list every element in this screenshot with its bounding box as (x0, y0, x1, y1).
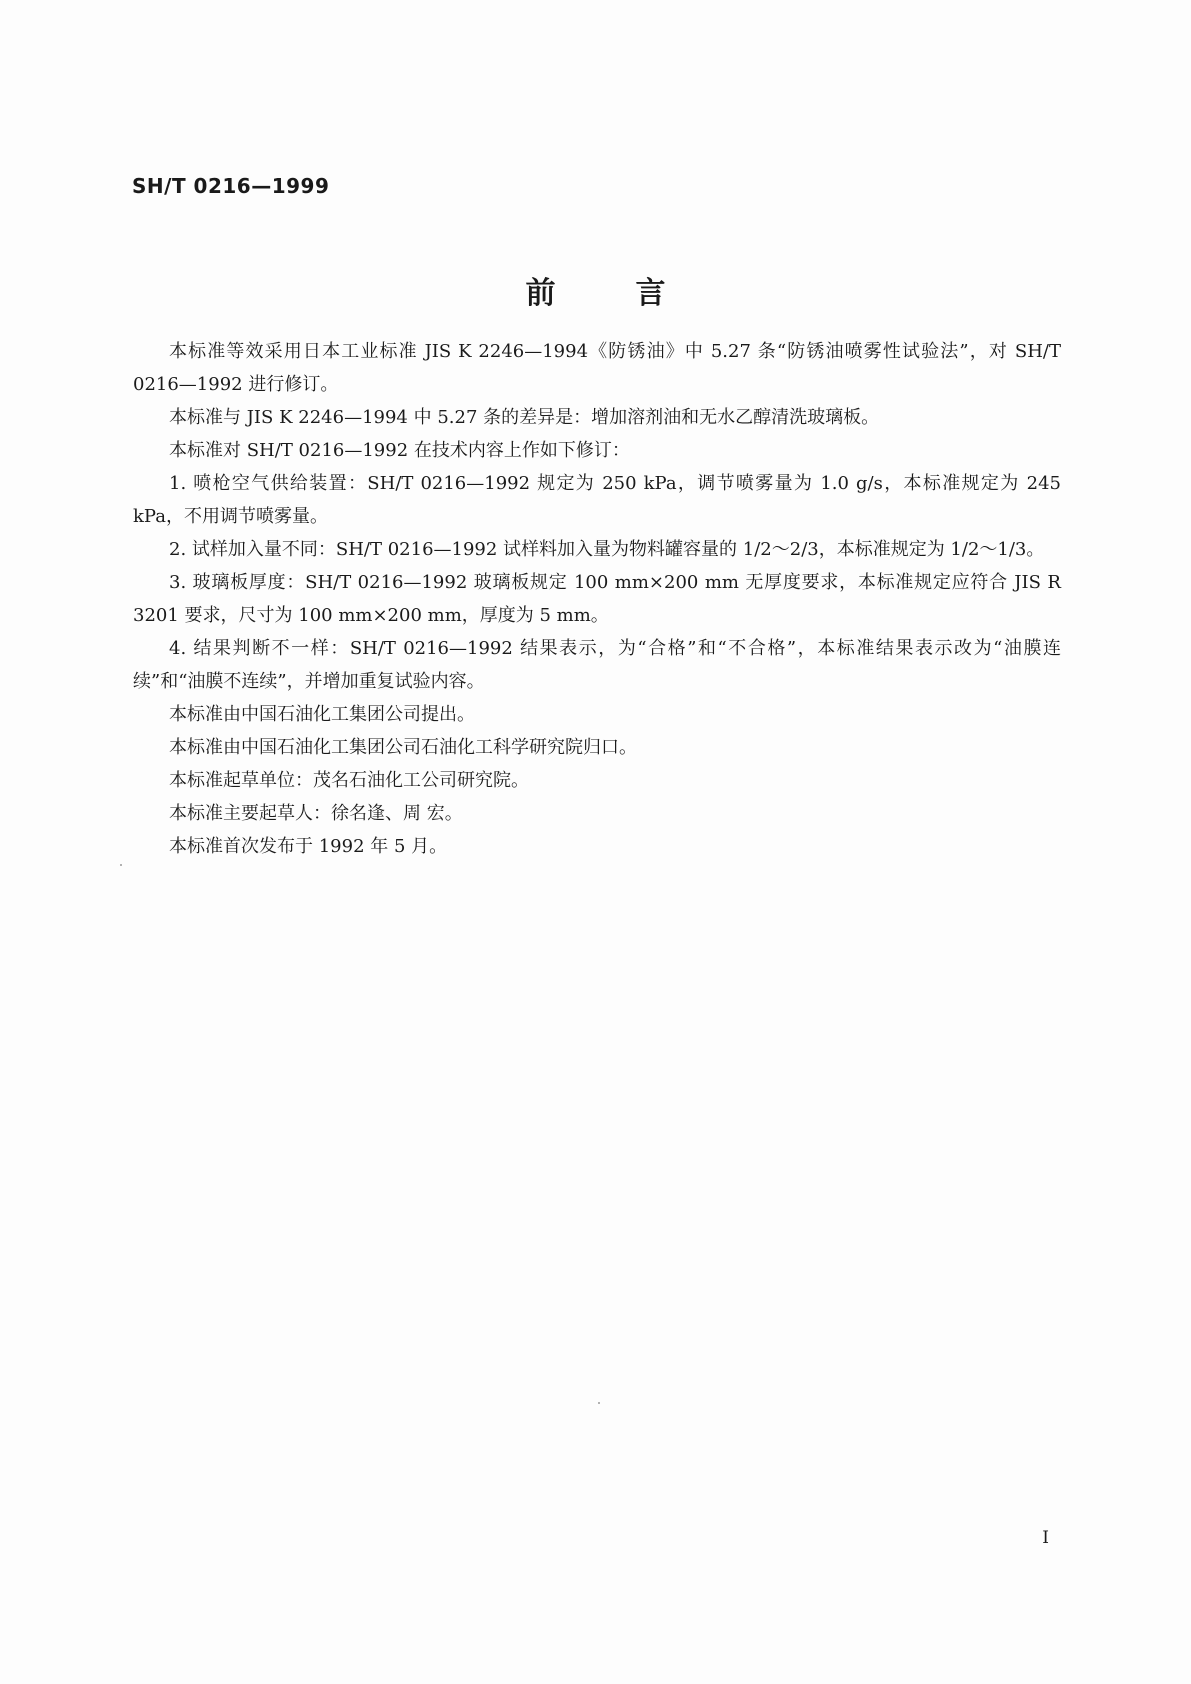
paragraph-first-release: 本标准首次发布于 1992 年 5 月。 (169, 836, 448, 857)
paragraph-revision-2: 2. 试样加入量不同：SH/T 0216—1992 试样料加入量为物料罐容量的 1/2～2/3，本标准规定为 1/2～1/3。 (169, 539, 1045, 560)
paragraph-revision-3: 3. 玻璃板厚度：SH/T 0216—1992 玻璃板规定 100 mm×200 mm 无厚度要求，本标准规定应符合 JIS R 3201 要求，尺寸为 100 mm×200 mm，厚度为 5 mm。 (133, 572, 1061, 626)
page-number: I (1042, 1528, 1049, 1548)
foreword-body (133, 335, 1061, 863)
page-title: 前言 (525, 276, 746, 311)
paragraph-drafters: 本标准主要起草人：徐名逢、周 宏。 (169, 803, 463, 824)
paragraph-adoption: 本标准等效采用日本工业标准 JIS K 2246—1994《防锈油》中 5.27 条“防锈油喷雾性试验法”，对 SH/T 0216—1992 进行修订。 (133, 341, 1061, 395)
scan-speck (120, 864, 122, 866)
paragraph-proposer: 本标准由中国石油化工集团公司提出。 (169, 704, 475, 725)
paragraph-administrator: 本标准由中国石油化工集团公司石油化工科学研究院归口。 (169, 737, 637, 758)
paragraph-drafting-unit: 本标准起草单位：茂名石油化工公司研究院。 (169, 770, 529, 791)
scan-speck (598, 1402, 600, 1404)
paragraph-revision-4: 4. 结果判断不一样：SH/T 0216—1992 结果表示，为“合格”和“不合格”，本标准结果表示改为“油膜连续”和“油膜不连续”，并增加重复试验内容。 (133, 638, 1061, 692)
paragraph-revision-intro: 本标准对 SH/T 0216—1992 在技术内容上作如下修订： (169, 440, 630, 461)
paragraph-differences: 本标准与 JIS K 2246—1994 中 5.27 条的差异是：增加溶剂油和无水乙醇清洗玻璃板。 (169, 407, 880, 428)
paragraph-revision-1: 1. 喷枪空气供给装置：SH/T 0216—1992 规定为 250 kPa，调节喷雾量为 1.0 g/s，本标准规定为 245 kPa，不用调节喷雾量。 (133, 473, 1061, 527)
standard-code: SH/T 0216—1999 (132, 174, 330, 198)
